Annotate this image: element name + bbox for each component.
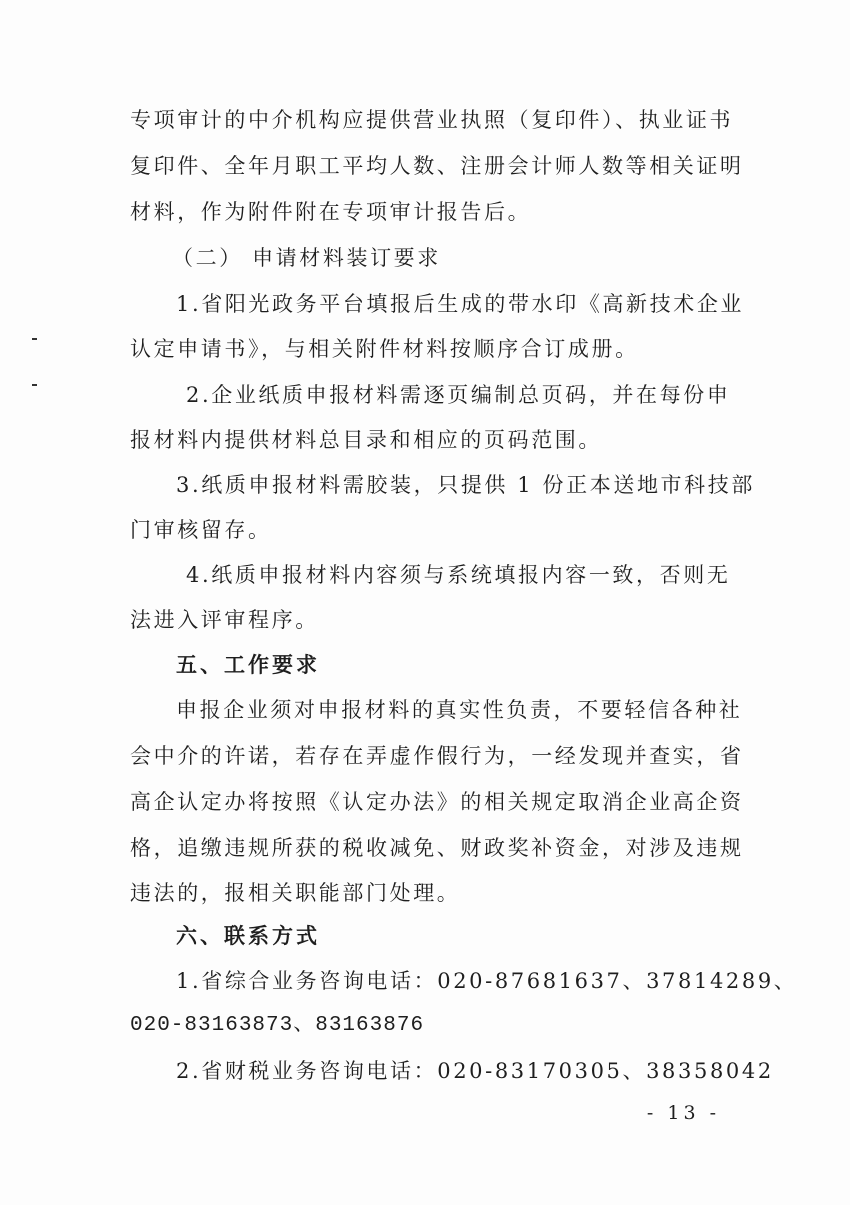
list-item-continuation: 法进入评审程序。 [130,608,319,632]
list-item: 2.企业纸质申报材料需逐页编制总页码，并在每份申 [186,383,731,407]
subsection-heading: （二） 申请材料装订要求 [172,246,441,270]
contact-line-continuation: 020-83163873、83163876 [130,1014,425,1037]
list-item-continuation: 认定申请书》，与相关附件材料按顺序合订成册。 [130,337,639,361]
paragraph-line: 专项审计的中介机构应提供营业执照（复印件）、执业证书 [130,108,734,132]
list-item: 1.省阳光政务平台填报后生成的带水印《高新技术企业 [176,292,745,316]
page-number: - 13 - [646,1102,720,1124]
margin-mark [32,384,37,386]
list-item: 4.纸质申报材料内容须与系统填报内容一致，否则无 [186,563,731,587]
paragraph-line: 申报企业须对申报材料的真实性负责，不要轻信各种社 [176,698,743,722]
paragraph-line: 高企认定办将按照《认定办法》的相关规定取消企业高企资 [130,790,744,814]
paragraph-line: 材料，作为附件附在专项审计报告后。 [130,200,532,224]
list-item-continuation: 门审核留存。 [130,518,272,542]
contact-line: 1.省综合业务咨询电话：020-87681637、37814289、 [176,969,798,993]
paragraph-line: 格，追缴违规所获的税收减免、财政奖补资金，对涉及违规 [130,836,744,860]
paragraph-line: 违法的，报相关职能部门处理。 [130,881,461,905]
paragraph-line: 会中介的许诺，若存在弄虚作假行为，一经发现并查实，省 [130,744,744,768]
section-heading-contact: 六、联系方式 [176,924,320,948]
list-item: 3.纸质申报材料需胶装，只提供 1 份正本送地市科技部 [176,473,755,497]
margin-mark [32,338,37,340]
section-heading-work-requirements: 五、工作要求 [176,653,320,677]
paragraph-line: 复印件、全年月职工平均人数、注册会计师人数等相关证明 [130,154,744,178]
list-item-continuation: 报材料内提供材料总目录和相应的页码范围。 [130,428,602,452]
contact-line: 2.省财税业务咨询电话：020-83170305、38358042 [176,1059,774,1083]
